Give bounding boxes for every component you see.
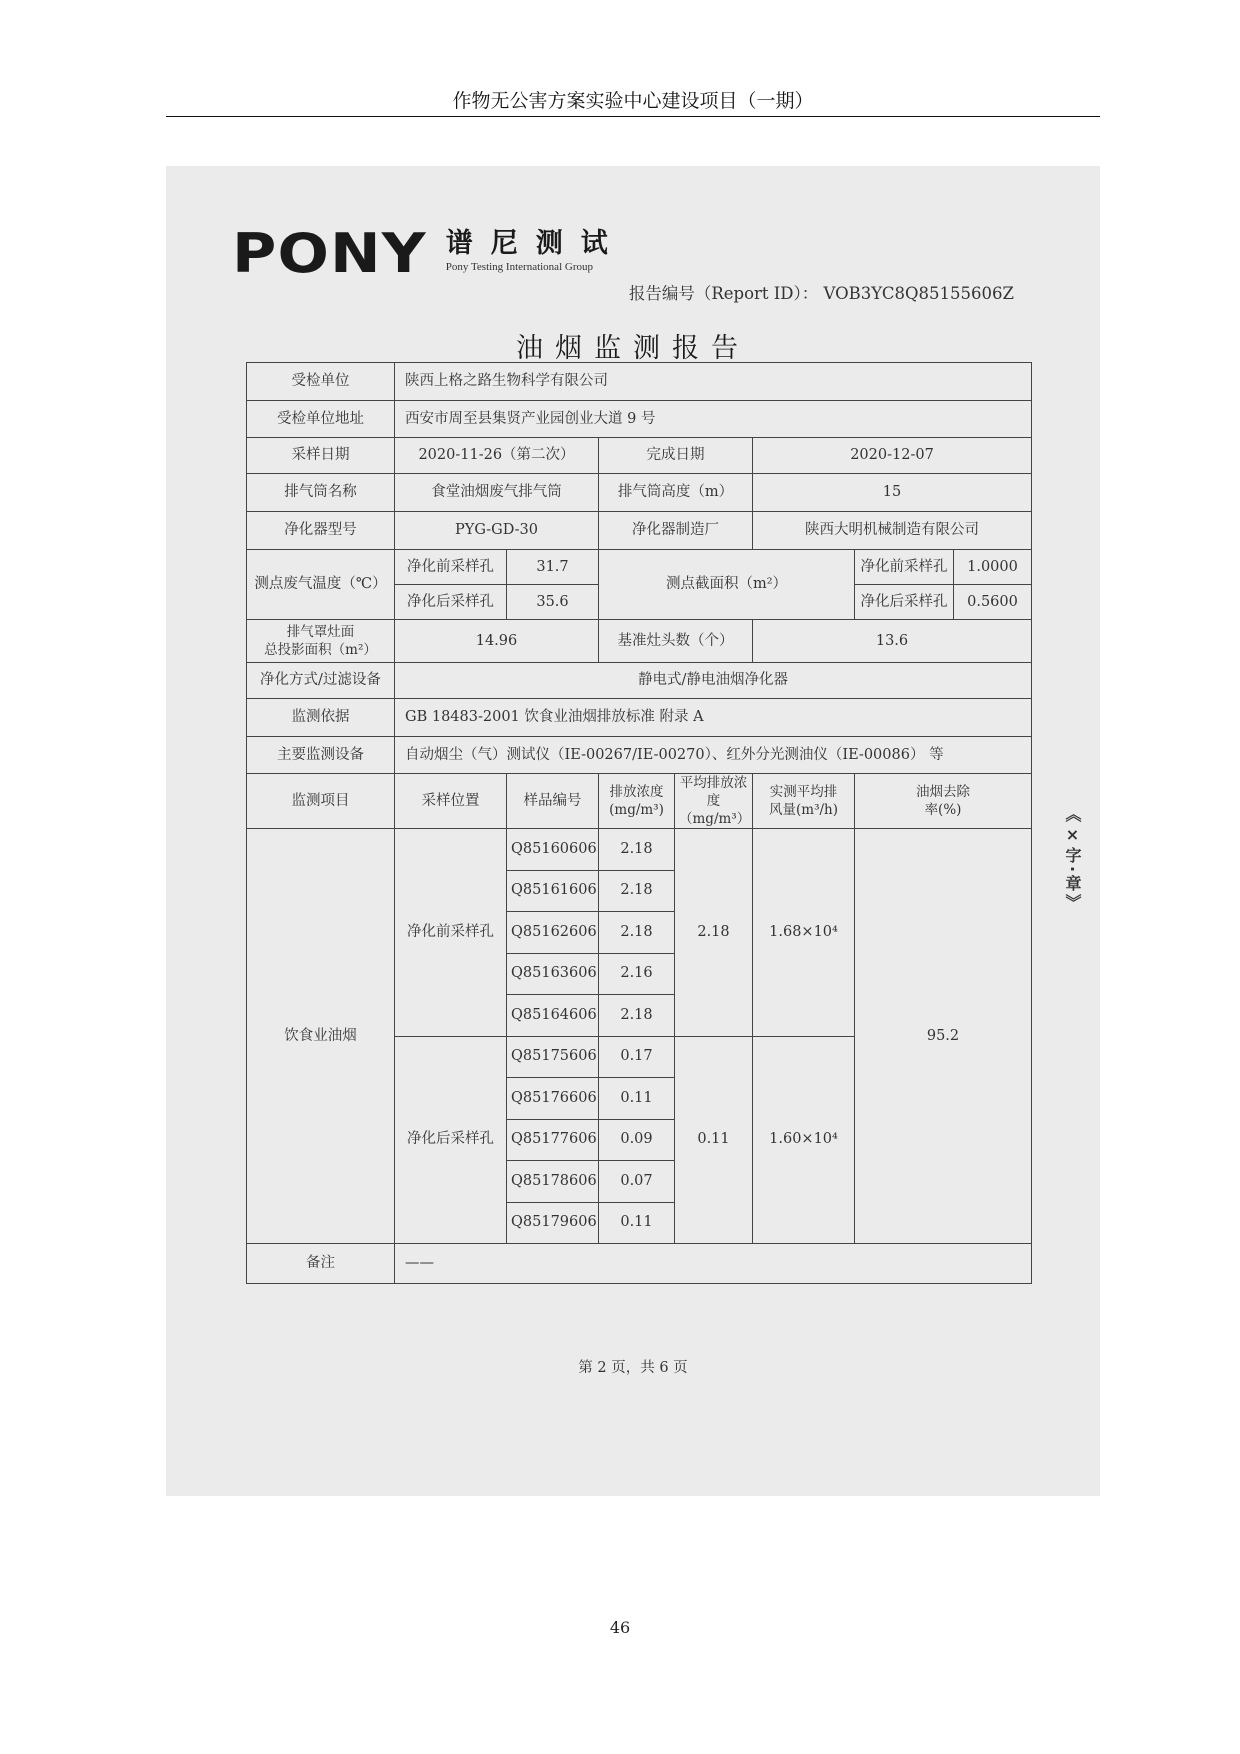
removal-rate: 95.2 bbox=[855, 829, 1032, 1244]
header-conc-line-1: 排放浓度 bbox=[609, 784, 664, 800]
temp-label: 测点废气温度（℃） bbox=[247, 550, 395, 620]
after-position: 净化后采样孔 bbox=[395, 1036, 507, 1244]
table-row bbox=[247, 829, 1032, 871]
logo-cn: 谱尼测试 bbox=[445, 228, 626, 259]
header-item: 监测项目 bbox=[247, 774, 395, 829]
sample-conc: 2.18 bbox=[599, 829, 675, 871]
client-label: 受检单位 bbox=[247, 363, 395, 401]
remarks-label: 备注 bbox=[247, 1244, 395, 1284]
before-position: 净化前采样孔 bbox=[395, 829, 507, 1037]
scanned-report bbox=[166, 166, 1100, 1496]
purifier-model-label: 净化器型号 bbox=[247, 512, 395, 550]
report-id: 报告编号（Report ID）： VOB3YC8Q85155606Z bbox=[628, 284, 1014, 303]
sample-conc: 2.16 bbox=[599, 953, 675, 995]
area-before-value: 1.0000 bbox=[954, 550, 1032, 585]
sample-no: Q85177606 bbox=[507, 1119, 599, 1161]
logo-text bbox=[446, 228, 626, 274]
header-sample-no: 样品编号 bbox=[507, 774, 599, 829]
logo-en: Pony Testing International Group bbox=[445, 261, 593, 273]
header-removal-line-1: 油烟去除 bbox=[916, 784, 970, 800]
header-flow-line-2: 风量(m³/h) bbox=[769, 802, 838, 818]
purifier-maker-value: 陕西大明机械制造有限公司 bbox=[753, 512, 1032, 550]
row-client bbox=[247, 363, 1032, 401]
address-value: 西安市周至县集贤产业园创业大道 9 号 bbox=[395, 401, 1032, 438]
report-title: 油烟监测报告 bbox=[516, 333, 750, 364]
burner-label: 基准灶头数（个） bbox=[599, 620, 753, 663]
equipment-value: 自动烟尘（气）测试仪（IE-00267/IE-00270）、红外分光测油仪（IE-00086） 等 bbox=[395, 737, 1032, 774]
row-equipment bbox=[247, 737, 1032, 774]
header-removal bbox=[855, 774, 1032, 829]
temp-after-hole: 净化后采样孔 bbox=[395, 585, 507, 620]
after-flow: 1.60×10⁴ bbox=[753, 1036, 855, 1244]
basis-value: GB 18483-2001 饮食业油烟排放标准 附录 A bbox=[395, 699, 1032, 737]
finish-date-value: 2020-12-07 bbox=[753, 438, 1032, 474]
before-avg: 2.18 bbox=[675, 829, 753, 1037]
hood-label bbox=[247, 620, 395, 663]
header-conc-line-2: (mg/m³) bbox=[609, 802, 664, 818]
row-method bbox=[247, 663, 1032, 699]
row-hood bbox=[247, 620, 1032, 663]
sample-no: Q85162606 bbox=[507, 912, 599, 954]
hood-label-line-2: 总投影面积（m²） bbox=[264, 642, 377, 658]
sample-conc: 0.07 bbox=[599, 1161, 675, 1203]
sample-no: Q85160606 bbox=[507, 829, 599, 871]
header-position: 采样位置 bbox=[395, 774, 507, 829]
header-conc bbox=[599, 774, 675, 829]
temp-after-value: 35.6 bbox=[507, 585, 599, 620]
area-after-hole: 净化后采样孔 bbox=[855, 585, 954, 620]
row-dates bbox=[247, 438, 1032, 474]
stack-height-value: 15 bbox=[753, 474, 1032, 512]
row-stack bbox=[247, 474, 1032, 512]
stack-name-value: 食堂油烟废气排气筒 bbox=[395, 474, 599, 512]
sample-conc: 0.11 bbox=[599, 1078, 675, 1120]
sample-no: Q85161606 bbox=[507, 870, 599, 912]
sample-no: Q85164606 bbox=[507, 995, 599, 1037]
method-label: 净化方式/过滤设备 bbox=[247, 663, 395, 699]
header-avg bbox=[675, 774, 753, 829]
after-avg: 0.11 bbox=[675, 1036, 753, 1244]
row-address bbox=[247, 401, 1032, 438]
page-header: 作物无公害方案实验中心建设项目（一期） bbox=[452, 90, 814, 112]
sample-no: Q85175606 bbox=[507, 1036, 599, 1078]
sample-date-value: 2020-11-26（第二次） bbox=[395, 438, 599, 474]
area-label: 测点截面积（m²） bbox=[599, 550, 855, 620]
sample-conc: 0.11 bbox=[599, 1202, 675, 1244]
address-label: 受检单位地址 bbox=[247, 401, 395, 438]
method-value: 静电式/静电油烟净化器 bbox=[395, 663, 1032, 699]
purifier-model-value: PYG-GD-30 bbox=[395, 512, 599, 550]
sample-no: Q85179606 bbox=[507, 1202, 599, 1244]
burner-value: 13.6 bbox=[753, 620, 1032, 663]
row-temp-before bbox=[247, 550, 1032, 585]
result-item: 饮食业油烟 bbox=[247, 829, 395, 1244]
finish-date-label: 完成日期 bbox=[599, 438, 753, 474]
purifier-maker-label: 净化器制造厂 bbox=[599, 512, 753, 550]
basis-label: 监测依据 bbox=[247, 699, 395, 737]
row-purifier bbox=[247, 512, 1032, 550]
stack-name-label: 排气筒名称 bbox=[247, 474, 395, 512]
scan-page-footer: 第 2 页，共 6 页 bbox=[578, 1360, 688, 1376]
sample-no: Q85176606 bbox=[507, 1078, 599, 1120]
sample-conc: 0.09 bbox=[599, 1119, 675, 1161]
row-remarks bbox=[247, 1244, 1032, 1284]
pony-logo bbox=[232, 222, 626, 288]
before-flow: 1.68×10⁴ bbox=[753, 829, 855, 1037]
header-avg-line-1: 平均排放浓 bbox=[679, 775, 748, 791]
header-avg-line-2: 度（mg/m³） bbox=[679, 793, 751, 827]
sample-conc: 0.17 bbox=[599, 1036, 675, 1078]
stamp-fragment: 《×字·章》 bbox=[1063, 806, 1082, 914]
sample-conc: 2.18 bbox=[599, 912, 675, 954]
area-before-hole: 净化前采样孔 bbox=[855, 550, 954, 585]
sample-conc: 2.18 bbox=[599, 995, 675, 1037]
client-value: 陕西上格之路生物科学有限公司 bbox=[395, 363, 1032, 401]
header-removal-line-2: 率(%) bbox=[924, 802, 962, 818]
stack-height-label: 排气筒高度（m） bbox=[599, 474, 753, 512]
hood-label-line-1: 排气罩灶面 bbox=[286, 624, 355, 640]
report-table bbox=[246, 362, 1032, 1284]
remarks-value: —— bbox=[395, 1244, 1032, 1284]
row-basis bbox=[247, 699, 1032, 737]
sample-no: Q85178606 bbox=[507, 1161, 599, 1203]
sample-no: Q85163606 bbox=[507, 953, 599, 995]
temp-before-value: 31.7 bbox=[507, 550, 599, 585]
hood-area-value: 14.96 bbox=[395, 620, 599, 663]
area-after-value: 0.5600 bbox=[954, 585, 1032, 620]
header-flow-line-1: 实测平均排 bbox=[769, 784, 838, 800]
header-rule bbox=[166, 116, 1100, 117]
row-results-header bbox=[247, 774, 1032, 829]
sample-date-label: 采样日期 bbox=[247, 438, 395, 474]
header-flow bbox=[753, 774, 855, 829]
temp-before-hole: 净化前采样孔 bbox=[395, 550, 507, 585]
sample-conc: 2.18 bbox=[599, 870, 675, 912]
page-number: 46 bbox=[609, 1618, 631, 1637]
equipment-label: 主要监测设备 bbox=[247, 737, 395, 774]
logo-brand: PONY bbox=[232, 222, 427, 285]
